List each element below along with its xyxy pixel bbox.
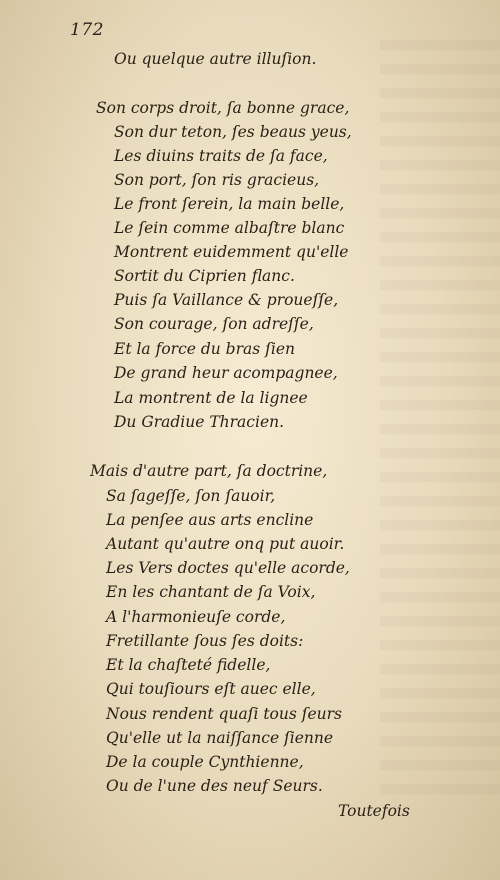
poem-line: Le front ſerein, la main belle,: [114, 195, 345, 213]
page-number: 172: [70, 20, 104, 40]
poem-line: Ou quelque autre illuſion.: [114, 50, 317, 68]
poem-line: Les diuins traits de ſa face,: [114, 147, 328, 165]
poem-line: Qui touſiours eſt auec elle,: [106, 680, 316, 698]
poem-line: Sortit du Ciprien flanc.: [114, 267, 295, 285]
poem-line: Montrent euidemment qu'elle: [114, 243, 349, 261]
bleed-through-shadow: [380, 40, 500, 800]
poem-line: De la couple Cynthienne,: [106, 753, 304, 771]
poem-line: De grand heur acompagnee,: [114, 364, 338, 382]
poem-line: Les Vers doctes qu'elle acorde,: [106, 559, 350, 577]
poem-line: La penſee aus arts encline: [106, 511, 314, 529]
poem-line: Qu'elle ut la naiſſance ſienne: [106, 729, 334, 747]
poem-line: Du Gradiue Thracien.: [114, 413, 285, 431]
poem-line: A l'harmonieuſe corde,: [106, 608, 286, 626]
poem-line: Son dur teton, ſes beaus yeus,: [114, 123, 352, 141]
poem-line: Son courage, ſon adreſſe,: [114, 315, 314, 333]
poem-line: Et la chaſteté fidelle,: [106, 656, 271, 674]
poem-line: Son corps droit, ſa bonne grace,: [96, 99, 350, 117]
poem-line: Sa ſageſſe, ſon ſauoir,: [106, 487, 276, 505]
poem-line: Mais d'autre part, ſa doctrine,: [90, 462, 328, 480]
poem-line: Et la force du bras ſien: [114, 340, 295, 358]
catchword: Toutefois: [338, 802, 410, 820]
poem-line: Puis ſa Vaillance & proueſſe,: [114, 291, 339, 309]
poem-line: Son port, ſon ris gracieus,: [114, 171, 320, 189]
poem-line: Ou de l'une des neuf Seurs.: [106, 777, 323, 795]
poem-line: La montrent de la lignee: [114, 389, 308, 407]
poem-line: Nous rendent quaſi tous ſeurs: [106, 705, 343, 723]
poem-line: En les chantant de ſa Voix,: [106, 583, 316, 601]
poem-line: Fretillante ſous ſes doits:: [106, 632, 304, 650]
poem-line: Autant qu'autre onq put auoir.: [106, 535, 345, 553]
poem-line: Le ſein comme albaſtre blanc: [114, 219, 345, 237]
